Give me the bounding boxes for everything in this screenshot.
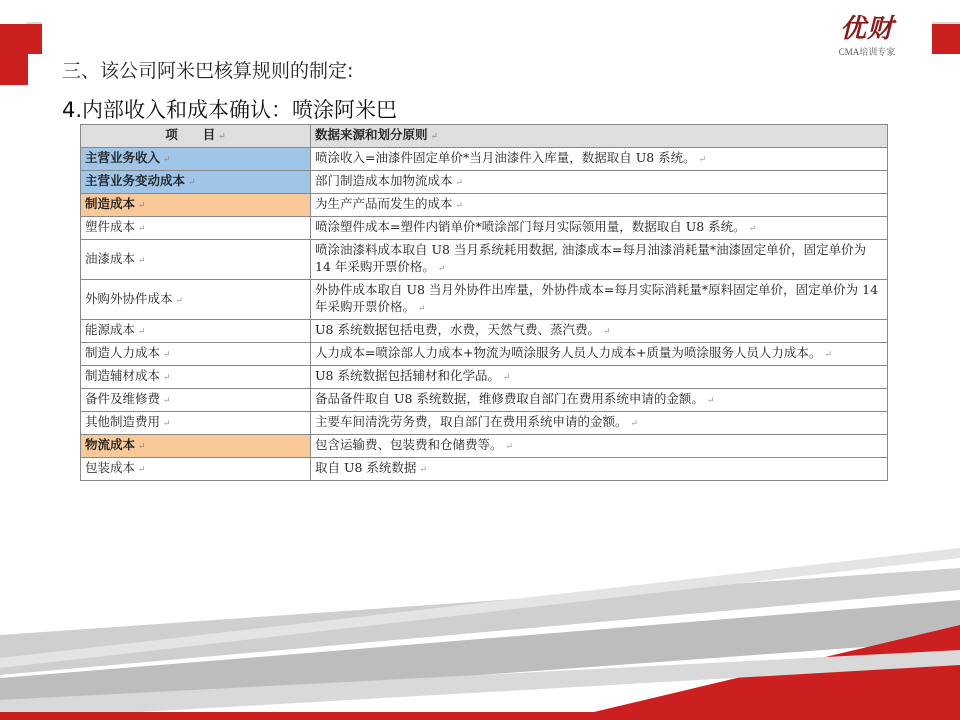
row-rule: 喷涂油漆料成本取自 U8 当月系统耗用数据, 油漆成本=每月油漆消耗量*油漆固定单价，固定单价为 14 年采购开票价格。 ↵ (311, 240, 888, 280)
row-rule: 备品备件取自 U8 系统数据，维修费取自部门在费用系统申请的金额。 ↵ (311, 389, 888, 412)
page-title: 4.内部收入和成本确认：喷涂阿米巴 (62, 98, 398, 122)
row-item: 制造辅材成本 ↵ (81, 366, 311, 389)
header-item: 项 目 ↵ (81, 125, 311, 148)
row-item: 主营业务变动成本 ↵ (81, 171, 311, 194)
logo-subtitle: CMA培训专家 (838, 47, 896, 57)
row-rule: 主要车间清洗劳务费，取自部门在费用系统申请的金额。 ↵ (311, 412, 888, 435)
row-item: 油漆成本 ↵ (81, 240, 311, 280)
table-row (81, 240, 888, 280)
row-item: 能源成本 ↵ (81, 320, 311, 343)
row-rule: 包含运输费、包装费和仓储费等。 ↵ (311, 435, 888, 458)
table-row (81, 435, 888, 458)
table-row (81, 194, 888, 217)
row-item: 制造人力成本 ↵ (81, 343, 311, 366)
table-row (81, 389, 888, 412)
table-row (81, 412, 888, 435)
row-rule: 喷涂收入=油漆件固定单价*当月油漆件入库量，数据取自 U8 系统。 ↵ (311, 148, 888, 171)
row-item: 包装成本 ↵ (81, 458, 311, 481)
row-rule: 人力成本=喷涂部人力成本+物流为喷涂服务人员人力成本+质量为喷涂服务人员人力成本。 ↵ (311, 343, 888, 366)
row-rule: 取自 U8 系统数据 ↵ (311, 458, 888, 481)
table-row (81, 458, 888, 481)
row-rule: 喷涂塑件成本=塑件内销单价*喷涂部门每月实际领用量，数据取自 U8 系统。 ↵ (311, 217, 888, 240)
table-row (81, 280, 888, 320)
footer-decoration (0, 530, 960, 720)
table-row (81, 366, 888, 389)
brand-logo (822, 14, 912, 66)
table-row (81, 343, 888, 366)
row-item: 主营业务收入 ↵ (81, 148, 311, 171)
row-item: 物流成本 ↵ (81, 435, 311, 458)
row-rule: 为生产产品而发生的成本 ↵ (311, 194, 888, 217)
table-row (81, 171, 888, 194)
row-item: 其他制造费用 ↵ (81, 412, 311, 435)
section-title: 三、该公司阿米巴核算规则的制定: (62, 60, 354, 82)
table-header-row (81, 125, 888, 148)
logo-text: 优财 (839, 14, 894, 44)
table-row (81, 217, 888, 240)
row-item: 外购外协件成本 ↵ (81, 280, 311, 320)
row-rule: 部门制造成本加物流成本 ↵ (311, 171, 888, 194)
row-item: 备件及维修费 ↵ (81, 389, 311, 412)
row-rule: 外协件成本取自 U8 当月外协件出库量，外协件成本=每月实际消耗量*原料固定单价，固定单价为 14 年采购开票价格。 ↵ (311, 280, 888, 320)
header-rule: 数据来源和划分原则 ↵ (311, 125, 888, 148)
table-row (81, 148, 888, 171)
row-rule: U8 系统数据包括辅材和化学品。 ↵ (311, 366, 888, 389)
row-rule: U8 系统数据包括电费，水费，天然气费、蒸汽费。 ↵ (311, 320, 888, 343)
cost-rules-table (80, 124, 888, 482)
row-item: 制造成本 ↵ (81, 194, 311, 217)
table-row (81, 320, 888, 343)
row-item: 塑件成本 ↵ (81, 217, 311, 240)
